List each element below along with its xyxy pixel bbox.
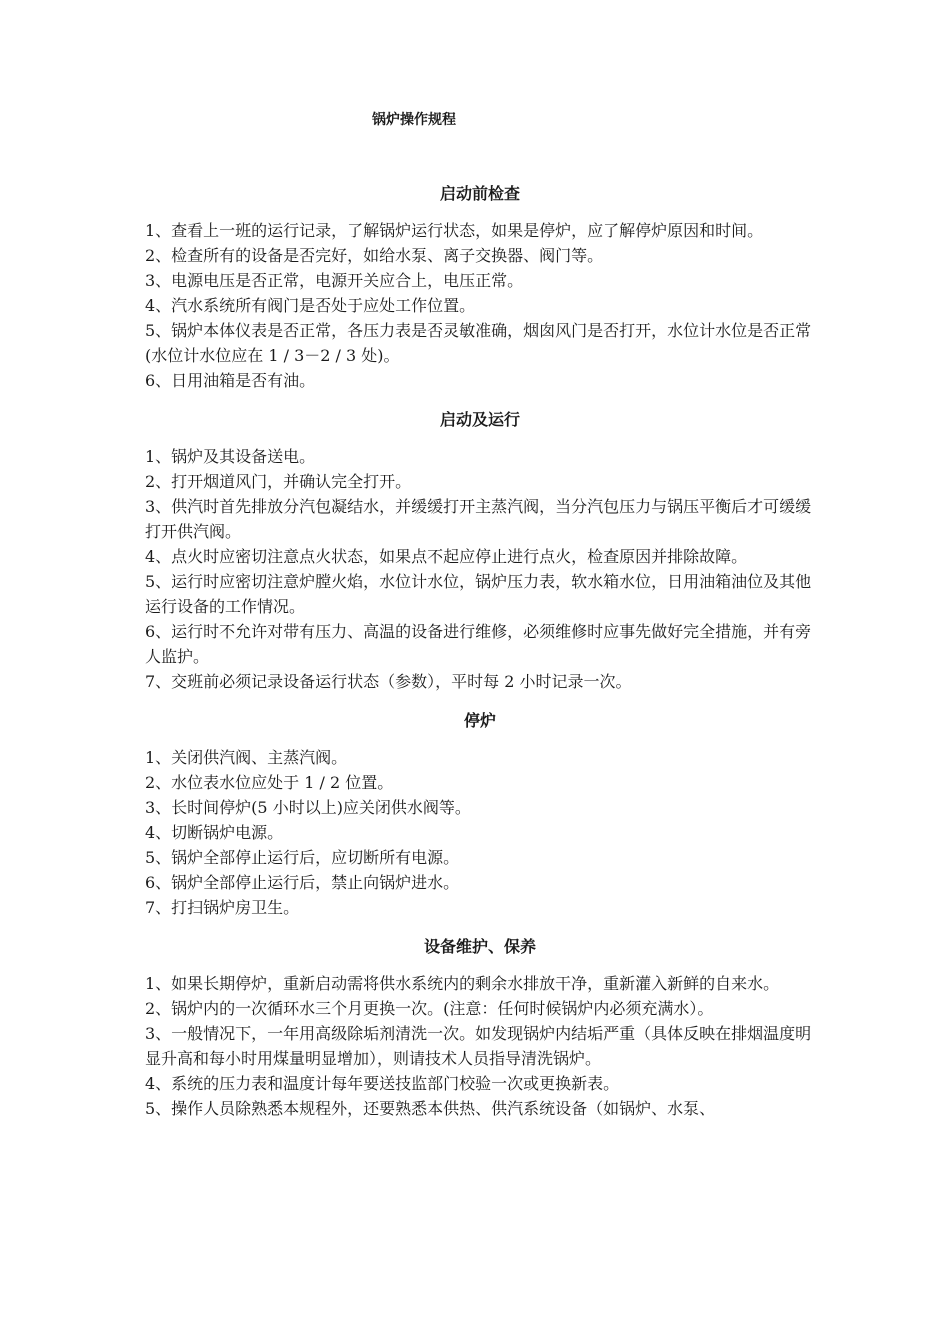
section-item-list — [145, 444, 815, 694]
section-heading: 设备维护、保养 — [423, 937, 536, 956]
list-item: 1、如果长期停炉，重新启动需将供水系统内的剩余水排放干净，重新灌入新鲜的自来水。 — [145, 974, 780, 993]
list-item: 3、供汽时首先排放分汽包凝结水，并缓缓打开主蒸汽阀，当分汽包压力与锅压平衡后才可缓缓打开供汽阀。 — [145, 497, 812, 541]
section-item-list — [145, 218, 815, 393]
list-item: 5、操作人员除熟悉本规程外，还要熟悉本供热、供汽系统设备（如锅炉、水泵、 — [145, 1099, 716, 1118]
list-item: 5、锅炉全部停止运行后，应切断所有电源。 — [145, 848, 460, 867]
section-item-list — [145, 971, 815, 1121]
list-item: 4、汽水系统所有阀门是否处于应处工作位置。 — [145, 296, 476, 315]
section-heading: 启动及运行 — [439, 410, 520, 429]
list-item: 6、日用油箱是否有油。 — [145, 371, 316, 390]
list-item: 3、长时间停炉(5 小时以上)应关闭供水阀等。 — [145, 798, 471, 817]
list-item: 5、锅炉本体仪表是否正常，各压力表是否灵敏准确，烟囱风门是否打开，水位计水位是否正常(水位计水位应在 1 / 3－2 / 3 处)。 — [145, 321, 812, 365]
list-item: 1、锅炉及其设备送电。 — [145, 447, 316, 466]
list-item: 1、关闭供汽阀、主蒸汽阀。 — [145, 748, 348, 767]
list-item: 6、运行时不允许对带有压力、高温的设备进行维修，必须维修时应事先做好完全措施，并有旁人监护。 — [145, 622, 812, 666]
document-body — [145, 183, 815, 1137]
list-item: 7、交班前必须记录设备运行状态（参数），平时每 2 小时记录一次。 — [145, 672, 632, 691]
section-startup-operation — [145, 409, 815, 694]
list-item: 2、检查所有的设备是否完好，如给水泵、离子交换器、阀门等。 — [145, 246, 604, 265]
section-item-list — [145, 745, 815, 920]
list-item: 5、运行时应密切注意炉膛火焰，水位计水位，锅炉压力表，软水箱水位，日用油箱油位及其他运行设备的工作情况。 — [145, 572, 812, 616]
list-item: 2、水位表水位应处于 1 / 2 位置。 — [145, 773, 394, 792]
list-item: 4、点火时应密切注意点火状态，如果点不起应停止进行点火，检查原因并排除故障。 — [145, 547, 748, 566]
list-item: 3、一般情况下，一年用高级除垢剂清洗一次。如发现锅炉内结垢严重（具体反映在排烟温度明显升高和每小时用煤量明显增加），则请技术人员指导清洗锅炉。 — [145, 1024, 812, 1068]
list-item: 3、电源电压是否正常，电源开关应合上，电压正常。 — [145, 271, 524, 290]
list-item: 2、打开烟道风门，并确认完全打开。 — [145, 472, 412, 491]
section-startup-check — [145, 183, 815, 393]
document-title: 锅炉操作规程 — [372, 112, 456, 128]
list-item: 1、查看上一班的运行记录，了解锅炉运行状态，如果是停炉，应了解停炉原因和时间。 — [145, 221, 764, 240]
list-item: 4、切断锅炉电源。 — [145, 823, 284, 842]
list-item: 4、系统的压力表和温度计每年要送技监部门校验一次或更换新表。 — [145, 1074, 620, 1093]
list-item: 2、锅炉内的一次循环水三个月更换一次。(注意：任何时候锅炉内必须充满水）。 — [145, 999, 714, 1018]
section-maintenance — [145, 936, 815, 1121]
section-heading: 启动前检查 — [439, 184, 520, 203]
section-shutdown — [145, 710, 815, 920]
list-item: 7、打扫锅炉房卫生。 — [145, 898, 300, 917]
section-heading: 停炉 — [463, 711, 496, 730]
list-item: 6、锅炉全部停止运行后，禁止向锅炉进水。 — [145, 873, 460, 892]
